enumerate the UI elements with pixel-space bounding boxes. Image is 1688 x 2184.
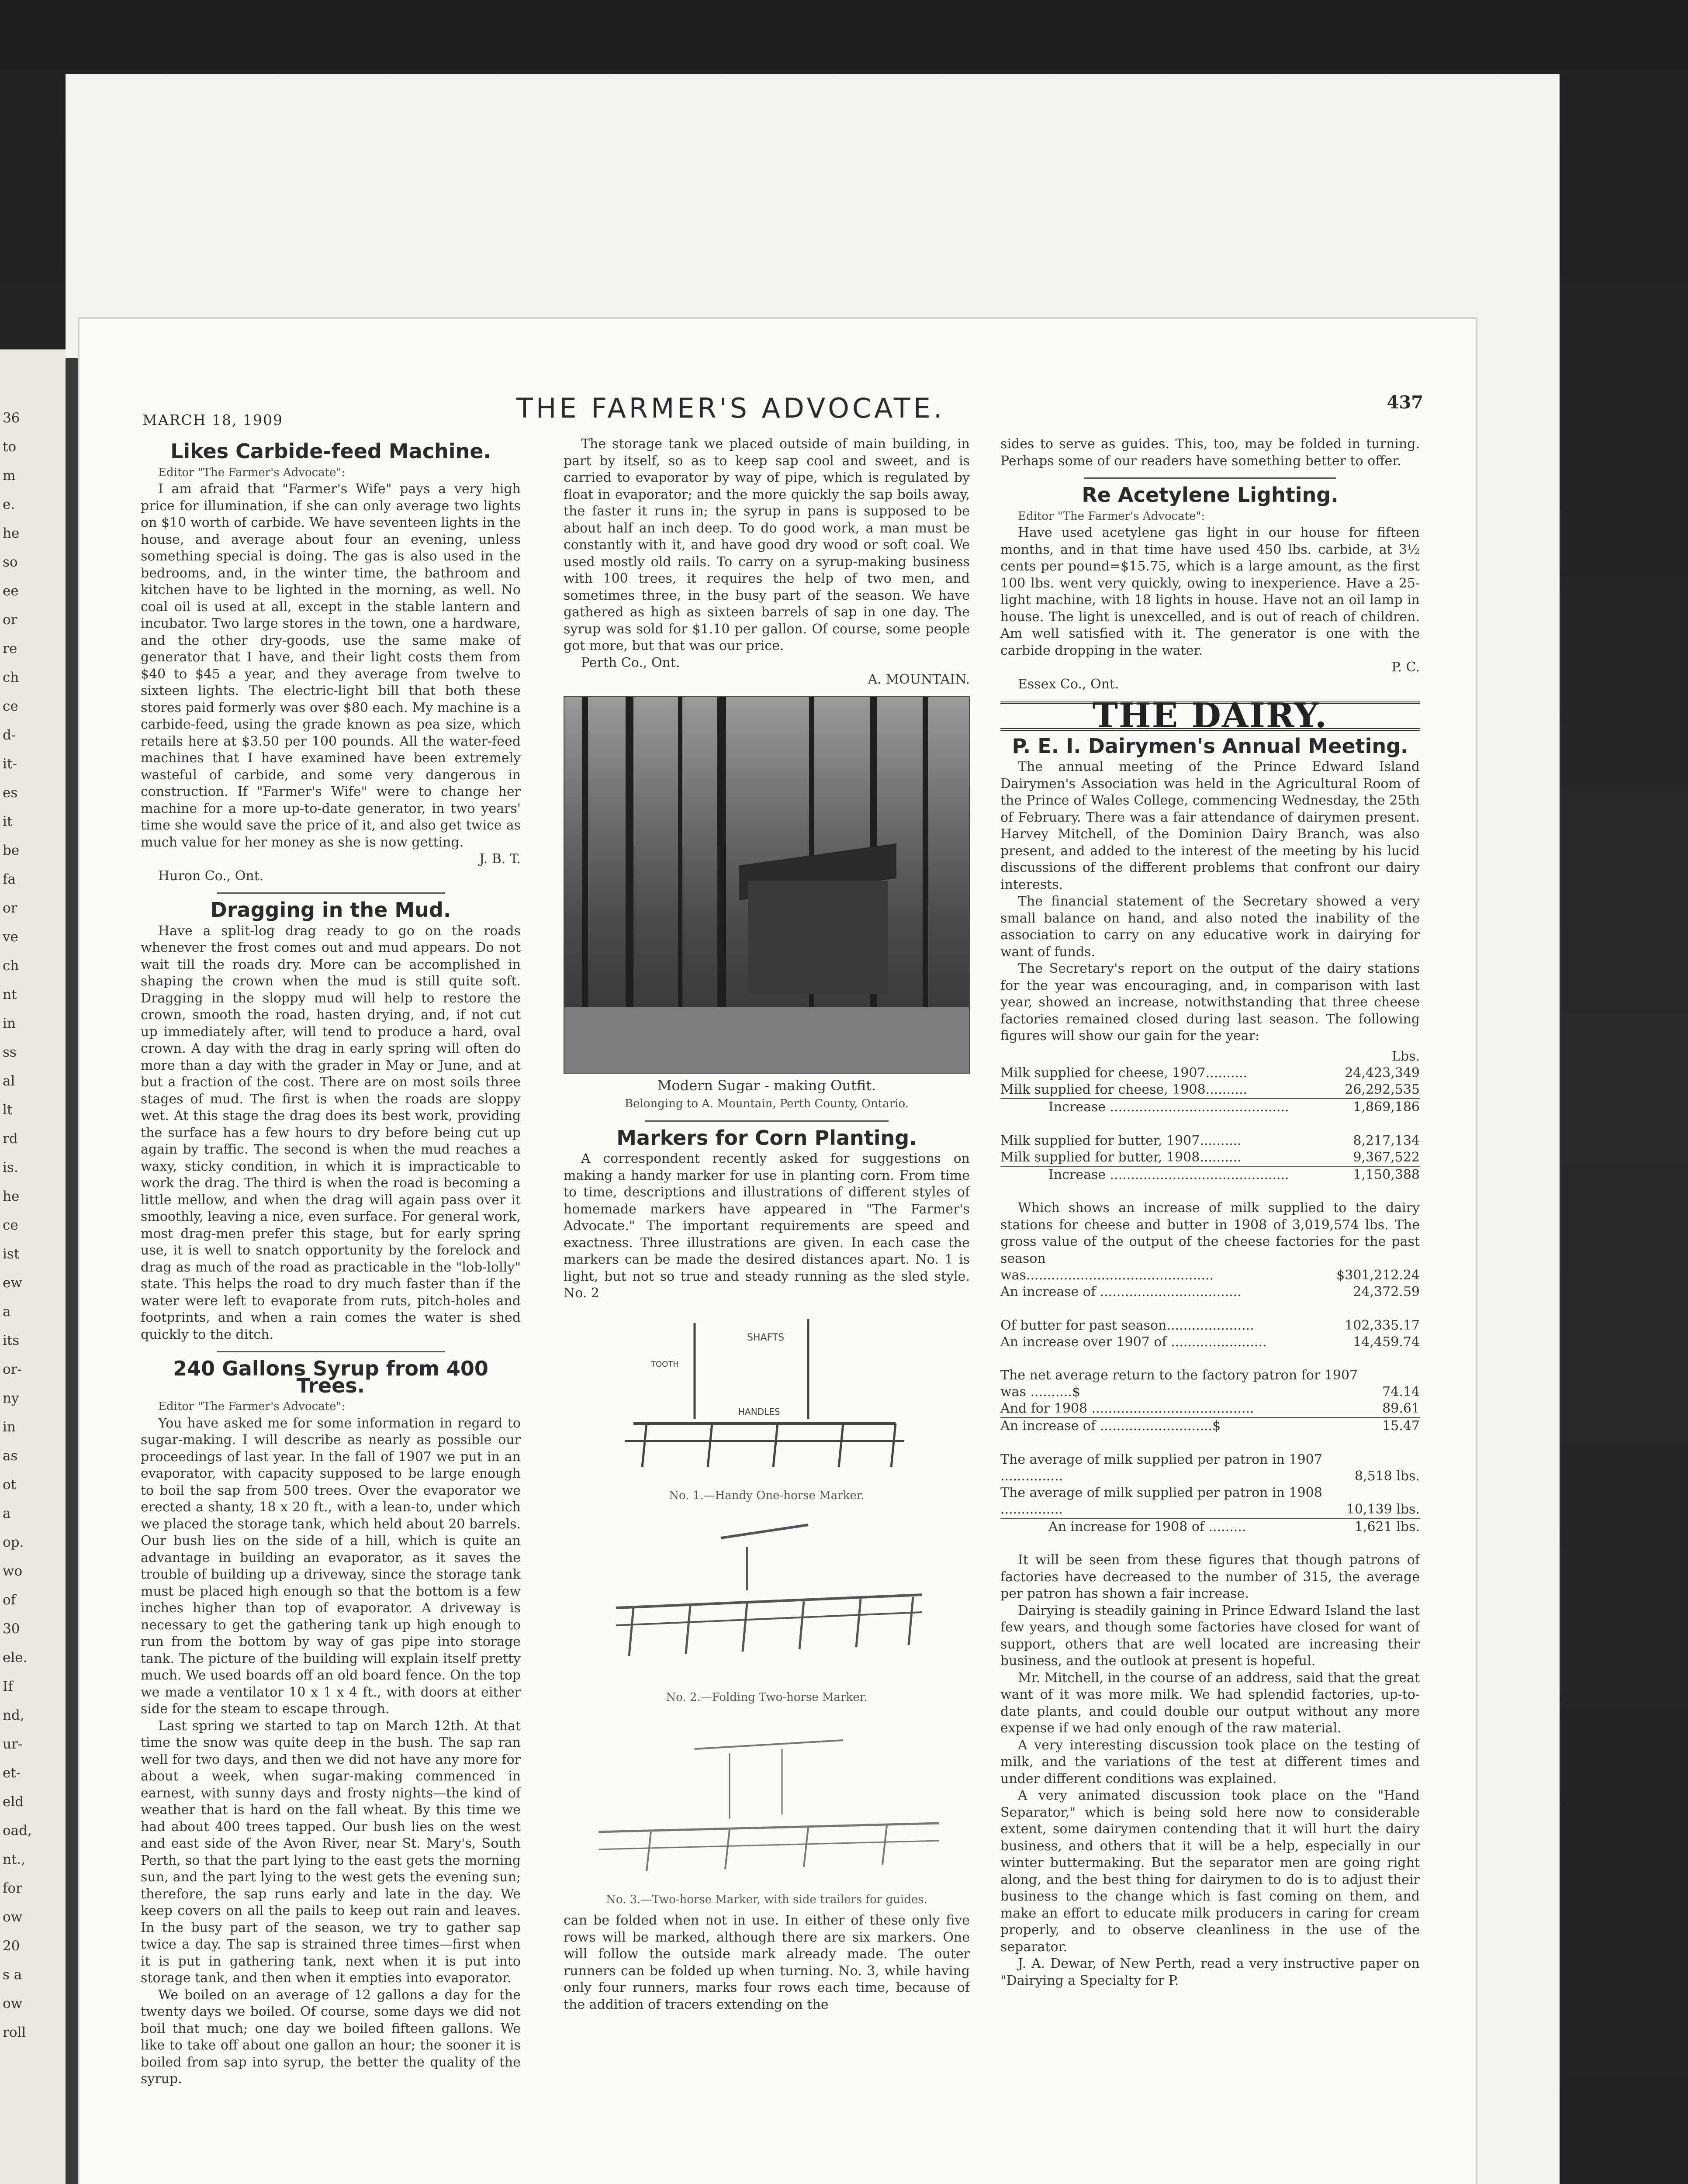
sugar-bush-photo (564, 696, 970, 1074)
article-paragraph: We boiled on an average of 12 gallons a day for the twenty days we boiled. Of course, some days we did not boil that much; one day we boiled fifteen gallons. We like to take off about one gallon an hour; the sooner it is boiled from sap into syrup, the better the quality of the syrup. (141, 1987, 521, 2087)
article-signature: P. C. (1391, 660, 1420, 675)
prev-page-fragment: ist (3, 1246, 20, 1262)
prev-page-fragment: its (3, 1333, 20, 1348)
prev-page-fragment: al (3, 1073, 15, 1089)
row-label: And for 1908 ....................................... (1000, 1401, 1254, 1416)
table-row (1000, 1367, 1420, 1400)
prev-page-fragment: so (3, 554, 18, 570)
table-row (1000, 1485, 1420, 1518)
prev-page-fragment: ew (3, 1275, 22, 1291)
table-row (1000, 1518, 1420, 1535)
section-banner: THE DAIRY. (1000, 702, 1420, 731)
article-paragraph: I am afraid that "Farmer's Wife" pays a very high price for illumination, if she can only average two lights on $10 worth of carbide. We have seventeen lights in the house, and average about four an evening, unless something special is doing. The gas is also used in the bedrooms, and, in the winter time, the bathroom and kitchen have to be lighted in the morning, as well. No coal oil is used at all, except in the stable lantern and incubator. Two large stores in the town, one a hardware, and the other dry-goods, use the same make of generator that I have, and their light costs them from $40 to $45 a year, and they average from twelve to sixteen lights. The electric-light bill that both these stores paid formerly was over $80 each. My machine is a carbide-feed, using the grade known as pea size, which retails here at $3.50 per 100 pounds. All the water-feed machines that I have examined have been extremely wasteful of carbide, and some very dangerous in construction. If "Farmer's Wife" were to change her machine for a more up-to-date generator, in two years' time she would save the price of it, and also get twice as much value for her money as she is now getting. (141, 481, 521, 850)
prev-page-fragment: as (3, 1448, 18, 1464)
prev-page-fragment: he (3, 1189, 20, 1204)
table-row (1000, 1317, 1420, 1334)
prev-page-fragment: m (3, 468, 16, 484)
row-value: 9,367,522 (1353, 1149, 1420, 1165)
table-row (1000, 1133, 1420, 1149)
prev-page-fragment: or (3, 612, 17, 628)
prev-page-fragment: ele. (3, 1650, 28, 1666)
table-row (1000, 1065, 1420, 1082)
editor-line: Editor "The Farmer's Advocate": (158, 466, 346, 479)
prev-page-fragment: wo (3, 1563, 23, 1579)
table-row (1000, 1099, 1420, 1116)
prev-page-fragment: roll (3, 2025, 26, 2040)
prev-page-fragment: eld (3, 1794, 24, 1810)
row-label: The net average return to the factory patron for 1907 was ..........$ (1000, 1368, 1358, 1400)
article-paragraph: sides to serve as guides. This, too, may be folded in turning. Perhaps some of our readers have something better to offer. (1000, 436, 1420, 469)
prev-page-fragment: it (3, 814, 13, 829)
editor-line: Editor "The Farmer's Advocate": (158, 1400, 346, 1413)
snowy-ground (564, 1007, 969, 1073)
figure-caption: No. 1.—Handy One-horse Marker. (669, 1489, 865, 1502)
stats-table-cheese (1000, 1065, 1420, 1116)
article-title: P. E. I. Dairymen's Annual Meeting. (1012, 734, 1408, 758)
two-horse-marker-drawing (564, 1714, 970, 1889)
editor-line: Editor "The Farmer's Advocate": (1018, 509, 1205, 523)
row-value: 8,217,134 (1353, 1133, 1420, 1148)
row-value: 24,372.59 (1353, 1284, 1420, 1299)
article-paragraph: The annual meeting of the Prince Edward Island Dairymen's Association was held in the Agricultural Room of the Prince of Wales College, commencing Wednesday, the 25th of February. There was a fair attendance of dairymen present. Harvey Mitchell, of the Dominion Dairy Branch, was also present, and added to the interest of the meeting by his lucid discussions of the different problems that confront our dairy interests. (1000, 759, 1420, 892)
row-value: 1,869,186 (1333, 1099, 1420, 1116)
prev-page-fragment: lt (3, 1102, 13, 1118)
row-value: 102,335.17 (1345, 1317, 1420, 1333)
divider (645, 1120, 889, 1122)
prev-page-fragment: be (3, 843, 20, 858)
article-paragraph: Have a split-log drag ready to go on the roads whenever the frost comes out and mud appears. Do not wait till the roads dry. More can be accomplished in shaping the crown when the mud is still quite soft. Dragging in the sloppy mud will help to restore the crown, smooth the road, hasten drying, and, if not cut up immediately after, will tend to produce a hard, oval crown. A day with the drag in early spring will often do more than a day with the grader in May or June, and at but a fraction of the cost. There are on most soils three stages of mud. The first is when the roads are sloppy wet. At this stage the drag does its best work, providing the surface has a few hours to dry before being cut up again by traffic. The second is when the mud reaches a waxy, sticky condition, in which it is impracticable to work the drag. The third is when the road is becoming a little mellow, and when the drag will again pass over it smoothly, leaving a nice, even surface. For general work, most drag-men prefer this stage, but for early spring use, it is well to snatch opportunity by the forelock and drag as much of the road as practicable in the "lob-lolly" state. This helps the road to dry much faster than if the water were left to evaporate from ruts, pitch-holes and footprints, and when a rain comes the water is shed quickly to the ditch. (141, 923, 521, 1342)
prev-page-fragment: ss (3, 1044, 17, 1060)
stats-table-average (1000, 1451, 1420, 1535)
prev-page-fragment: ce (3, 698, 18, 714)
article-paragraph: J. A. Dewar, of New Perth, read a very instructive paper on "Dairying a Specialty for P. (1000, 1956, 1420, 1988)
row-label: Increase ........................................... (1000, 1099, 1333, 1116)
prev-page-fragment: ch (3, 670, 19, 685)
article-paragraph: It will be seen from these figures that though patrons of factories have decreased to the number of 315, the average per patron has shown a fair increase. (1000, 1552, 1420, 1601)
row-label: The average of milk supplied per patron in 1907 ............... (1000, 1451, 1322, 1484)
stats-table-butter-value (1000, 1317, 1420, 1351)
lbs-header: Lbs. (1391, 1048, 1420, 1064)
issue-date: MARCH 18, 1909 (142, 411, 283, 429)
table-row (1000, 1082, 1420, 1099)
article-paragraph: The Secretary's report on the output of the dairy stations for the year was encouraging, and, in comparison with last year, showed an increase, notwithstanding that three cheese factories remained closed during last season. The following figures will show our gain for the year: (1000, 961, 1420, 1044)
prev-page-fragment: oad, (3, 1823, 32, 1838)
prev-page-fragment: nt (3, 987, 17, 1002)
prev-page-fragment: fa (3, 871, 16, 887)
masthead: THE FARMER'S ADVOCATE. (516, 392, 945, 424)
column-2 (564, 436, 970, 2184)
label-shafts: SHAFTS (747, 1332, 785, 1343)
prev-page-fragment: for (3, 1880, 22, 1896)
column-3 (1000, 436, 1420, 2184)
sugar-shanty (748, 881, 888, 994)
divider (217, 1351, 445, 1352)
article-title: Dragging in the Mud. (210, 898, 451, 922)
article-paragraph: Mr. Mitchell, in the course of an address, said that the great want of it was more milk. We had splendid factories, up-to-date plants, and could double our output without any more expense if we had only enough of the raw material. (1000, 1670, 1420, 1736)
figure-caption: No. 2.—Folding Two-horse Marker. (666, 1691, 868, 1704)
article-paragraph: A correspondent recently asked for suggestions on making a handy marker for use in planting corn. From time to time, descriptions and illustrations of different styles of homemade markers have appeared in "The Farmer's Advocate." The important requirements are speed and exactness. Three illustrations are given. In each case the markers can be made the desired distances apart. No. 1 is light, but not so true and steady running as the sled style. No. 2 (564, 1151, 970, 1301)
article-signature: A. MOUNTAIN. (868, 672, 970, 687)
article-title: Re Acetylene Lighting. (1082, 483, 1339, 507)
row-label: Of butter for past season..................... (1000, 1317, 1254, 1333)
row-value: 1,621 lbs. (1346, 1518, 1420, 1535)
row-value: 89.61 (1382, 1401, 1420, 1416)
divider (1084, 477, 1336, 479)
figure-caption: No. 3.—Two-horse Marker, with side trailers for guides. (606, 1893, 927, 1906)
label-tooth: TOOTH (651, 1359, 679, 1369)
article-title: 240 Gallons Syrup from 400 Trees. (173, 1357, 488, 1397)
article-paragraph: Have used acetylene gas light in our house for fifteen months, and in that time have used 450 lbs. carbide, at 3½ cents per pound=$15.75, which is a large amount, as the first 100 lbs. went very quickly, owing to inexperience. Have a 25-light machine, with 18 lights in house. Have not an oil lamp in house. The light is unexcelled, and is out of reach of children. Am well satisfied with it. The generator is one with the carbide dropping in the water. (1000, 525, 1420, 658)
row-label: An increase for 1908 of ......... (1000, 1518, 1346, 1535)
row-value: 24,423,349 (1345, 1065, 1420, 1081)
row-label: An increase over 1907 of ....................... (1000, 1334, 1267, 1350)
divider (217, 892, 445, 894)
prev-page-fragment: nt., (3, 1852, 26, 1867)
prev-page-fragment: ce (3, 1217, 18, 1233)
article-location: Essex Co., Ont. (1018, 676, 1119, 692)
page-number: 437 (1387, 392, 1423, 413)
row-value: 8,518 lbs. (1354, 1468, 1420, 1484)
article-title: Likes Carbide-feed Machine. (170, 439, 491, 463)
previous-page-edge (0, 349, 66, 2184)
row-label: The average of milk supplied per patron in 1908 ............... (1000, 1485, 1322, 1517)
prev-page-fragment: ot (3, 1477, 17, 1493)
prev-page-fragment: in (3, 1016, 16, 1031)
prev-page-fragment: rd (3, 1131, 18, 1147)
article-location: Huron Co., Ont. (158, 868, 264, 884)
article-paragraph: The financial statement of the Secretary showed a very small balance on hand, and also noted the inability of the association to carry on any educative work in dairying for want of funds. (1000, 894, 1420, 960)
marker-figure-3 (564, 1714, 970, 1889)
prev-page-fragment: a (3, 1506, 11, 1521)
prev-page-fragment: he (3, 525, 20, 541)
prev-page-fragment: es (3, 785, 18, 801)
article-paragraph: Dairying is steadily gaining in Prince Edward Island the last few years, and though some factories have closed for want of support, others that are well located are increasing their business, and the outlook at present is hopeful. (1000, 1603, 1420, 1669)
column-1 (141, 436, 521, 2184)
prev-page-fragment: e. (3, 497, 15, 512)
row-value: $301,212.24 (1336, 1268, 1420, 1283)
row-label: Milk supplied for butter, 1908.......... (1000, 1149, 1242, 1165)
article-location: Perth Co., Ont. (581, 655, 680, 670)
article-paragraph: Which shows an increase of milk supplied to the dairy stations for cheese and butter in 1908 of 3,019,574 lbs. The gross value of the output of the cheese factories for the past season (1000, 1200, 1420, 1266)
prev-page-fragment: of (3, 1592, 16, 1608)
prev-page-fragment: ch (3, 958, 19, 974)
row-label: Milk supplied for butter, 1907.......... (1000, 1133, 1242, 1148)
prev-page-fragment: or (3, 900, 17, 916)
prev-page-fragment: ny (3, 1390, 19, 1406)
prev-page-fragment: ee (3, 583, 19, 599)
prev-page-fragment: in (3, 1419, 16, 1435)
stats-table-butter (1000, 1133, 1420, 1183)
prev-page-fragment: ve (3, 929, 18, 945)
prev-page-fragment: or- (3, 1362, 22, 1377)
article-paragraph: The storage tank we placed outside of main building, in part by itself, so as to keep sap cool and sweet, and is carried to evaporator by way of pipe, which is regulated by float in evaporator; and the more quickly the sap boils away, the faster it runs in; the syrup in pans is supposed to be about half an inch deep. To do good work, a man must be constantly with it, and have good dry wood or soft coal. We used mostly old rails. To carry on a syrup-making business with 100 trees, it requires the help of two men, and sometimes three, in the busy part of the season. We have gathered as high as sixteen barrels of sap in one day. The syrup was sold for $1.10 per gallon. Of course, some people got more, but that was our price. (564, 436, 970, 653)
row-label: was............................................. (1000, 1268, 1214, 1283)
prev-page-fragment: d- (3, 727, 16, 743)
prev-page-fragment: is. (3, 1160, 18, 1175)
prev-page-fragment: ur- (3, 1736, 23, 1752)
prev-page-fragment: op. (3, 1534, 24, 1550)
article-paragraph: Last spring we started to tap on March 12th. At that time the snow was quite deep in the bush. The sap ran well for two days, and then we did not have any more for about a week, when sugar-making commenced in earnest, with sunny days and frosty nights—the kind of weather that is hard on the fall wheat. By this time we had about 400 trees tapped. Our bush lies on the west and east side of the Avon River, near St. Mary's, South Perth, so that the part lying to the east gets the morning sun, and the part lying to the west gets the evening sun; therefore, the sap runs early and late in the day. We keep covers on all the pails to keep out rain and leaves. In the busy part of the season, we try to gather sap twice a day. The sap is strained three times—first when it is put in gathering tank, next when it is put into storage tank, and then when it empties into evaporator. (141, 1718, 521, 1986)
table-row (1000, 1451, 1420, 1485)
prev-page-fragment: 36 (3, 410, 20, 426)
marker-figure-2 (564, 1512, 970, 1686)
article-title: Markers for Corn Planting. (616, 1126, 917, 1150)
prev-page-fragment: s a (3, 1967, 22, 1983)
table-row (1000, 1334, 1420, 1351)
newspaper-page (80, 319, 1476, 2184)
table-row (1000, 1284, 1420, 1300)
prev-page-fragment: it- (3, 756, 17, 772)
prev-page-fragment: et- (3, 1765, 21, 1781)
prev-page-fragment: ow (3, 1909, 23, 1925)
photo-caption: Modern Sugar - making Outfit. (657, 1077, 876, 1094)
prev-page-fragment: to (3, 439, 17, 455)
row-label: Increase ........................................... (1000, 1166, 1341, 1183)
table-row (1000, 1149, 1420, 1166)
folding-marker-drawing (564, 1512, 970, 1686)
article-signature: J. B. T. (479, 851, 521, 867)
stats-table-value (1000, 1267, 1420, 1300)
row-value: 26,292,535 (1345, 1082, 1420, 1097)
label-handles: HANDLES (738, 1406, 780, 1417)
photo-subcaption: Belonging to A. Mountain, Perth County, Ontario. (625, 1097, 909, 1110)
row-label: An increase of ...........................$ (1000, 1417, 1382, 1434)
one-horse-marker-drawing (564, 1310, 970, 1485)
prev-page-fragment: a (3, 1304, 11, 1320)
page-binding-shadow (66, 358, 80, 2184)
prev-page-fragment: nd, (3, 1707, 24, 1723)
prev-page-fragment: 20 (3, 1938, 20, 1954)
row-label: Milk supplied for cheese, 1907.......... (1000, 1065, 1248, 1081)
article-paragraph: A very interesting discussion took place on the testing of milk, and the variations of the test at different times and under different conditions was explained. (1000, 1737, 1420, 1787)
article-paragraph: A very animated discussion took place on the "Hand Separator," which is being sold here now to considerable extent, some dairymen contending that it will hurt the dairy business, and others that it will be a help, especially in our winter buttermaking. But the separator men are going right along, and the best thing for dairymen to do is to adjust their business to the change which is fast coming on them, and make an effort to educate milk producers in caring for cream properly, and to observe cleanliness in the use of the separator. (1000, 1788, 1420, 1955)
prev-page-fragment: ow (3, 1996, 23, 2011)
row-value: 15.47 (1382, 1418, 1420, 1434)
prev-page-fragment: re (3, 641, 17, 657)
stats-table-return (1000, 1367, 1420, 1434)
table-row (1000, 1417, 1420, 1434)
article-paragraph: You have asked me for some information in regard to sugar-making. I will describe as nearly as possible our proceedings of last year. In the fall of 1907 we put in an evaporator, with capacity supposed to be large enough to boil the sap from 500 trees. Over the evaporator we erected a shanty, 18 x 20 ft., with a lean-to, under which we placed the storage tank, which held about 20 barrels. Our bush lies on the side of a hill, which is quite an advantage in building an evaporator, as it saves the trouble of building up a driveway, since the storage tank must be placed high enough so that the bottom is a few inches higher than top of evaporator. A driveway is necessary to get the gathering tank up high enough to run from the bottom by way of gas pipe into storage tank. The picture of the building will explain itself pretty much. We used boards off an old board fence. On the top we made a ventilator 10 x 1 x 4 ft., with doors at either side for the steam to escape through. (141, 1415, 521, 1717)
table-row (1000, 1166, 1420, 1183)
row-label: Milk supplied for cheese, 1908.......... (1000, 1082, 1248, 1097)
prev-page-fragment: 30 (3, 1621, 20, 1637)
article-paragraph: can be folded when not in use. In either of these only five rows will be marked, although there are six markers. One will follow the outside mark already made. The outer runners can be folded up when turning. No. 3, while having only four runners, marks four rows each time, because of the addition of tracers extending on the (564, 1913, 970, 2012)
row-value: 1,150,388 (1341, 1166, 1420, 1183)
row-value: 10,139 lbs. (1346, 1501, 1420, 1517)
row-value: 74.14 (1382, 1384, 1420, 1400)
table-row (1000, 1400, 1420, 1417)
marker-figure-1 (564, 1310, 970, 1485)
row-label: An increase of .................................. (1000, 1284, 1242, 1299)
prev-page-fragment: If (3, 1679, 13, 1694)
table-row (1000, 1267, 1420, 1284)
row-value: 14,459.74 (1353, 1334, 1420, 1350)
